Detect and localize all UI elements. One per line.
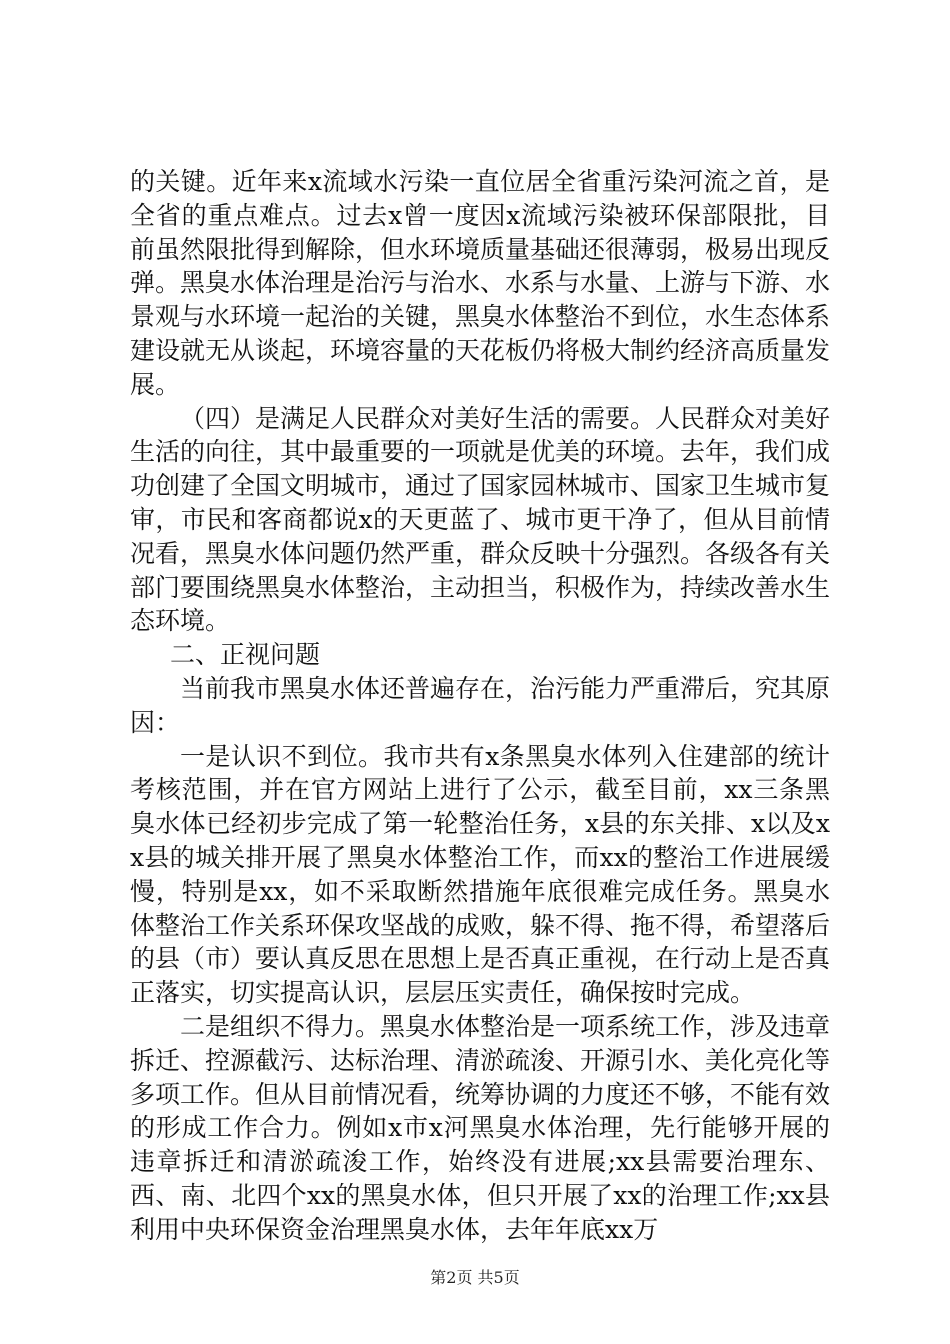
- page-footer: 第2页 共5页: [430, 1268, 520, 1287]
- paragraph-continuation: 的关键。近年来x流域水污染一直位居全省重污染河流之首，是全省的重点难点。过去x曾一度因x流域污染被环保部限批，目前虽然限批得到解除，但水环境质量基础还很薄弱，极易出现反弹。黑臭水体治理是治污与治水、水系与水量、上游与下游、水景观与水环境一起治的关键，黑臭水体整治不到位，水生态体系建设就无从谈起，环境容量的天花板仍将极大制约经济高质量发展。: [130, 167, 831, 399]
- paragraph-point-two: 二是组织不得力。黑臭水体整治是一项系统工作，涉及违章拆迁、控源截污、达标治理、清淤疏浚、开源引水、美化亮化等多项工作。但从目前情况看，统筹协调的力度还不够，不能有效的形成工作合力。例如x市x河黑臭水体治理，先行能够开展的违章拆迁和清淤疏浚工作，始终没有进展;xx县需要治理东、西、南、北四个xx的黑臭水体，但只开展了xx的治理工作;xx县利用中央环保资金治理黑臭水体，去年年底xx万: [130, 1011, 831, 1244]
- paragraph-section-four: （四）是满足人民群众对美好生活的需要。人民群众对美好生活的向往，其中最重要的一项就是优美的环境。去年，我们成功创建了全国文明城市，通过了国家园林城市、国家卫生城市复审，市民和客商都说x的天更蓝了、城市更干净了，但从目前情况看，黑臭水体问题仍然严重，群众反映十分强烈。各级各有关部门要围绕黑臭水体整治，主动担当，积极作为，持续改善水生态环境。: [130, 403, 831, 636]
- section-heading-face-problems: 二、正视问题: [170, 640, 321, 670]
- document-body: [130, 165, 830, 1247]
- paragraph-point-one: 一是认识不到位。我市共有x条黑臭水体列入住建部的统计考核范围，并在官方网站上进行了公示，截至目前，xx三条黑臭水体已经初步完成了第一轮整治任务，x县的东关排、x以及xx县的城关排开展了黑臭水体整治工作，而xx的整治工作进展缓慢，特别是xx，如不采取断然措施年底很难完成任务。黑臭水体整治工作关系环保攻坚战的成败，躲不得、拖不得，希望落后的县（市）要认真反思在思想上是否真正重视，在行动上是否真正落实，切实提高认识，层层压实责任，确保按时完成。: [130, 741, 831, 1008]
- paragraph-current-status: 当前我市黑臭水体还普遍存在，治污能力严重滞后，究其原因：: [130, 673, 831, 737]
